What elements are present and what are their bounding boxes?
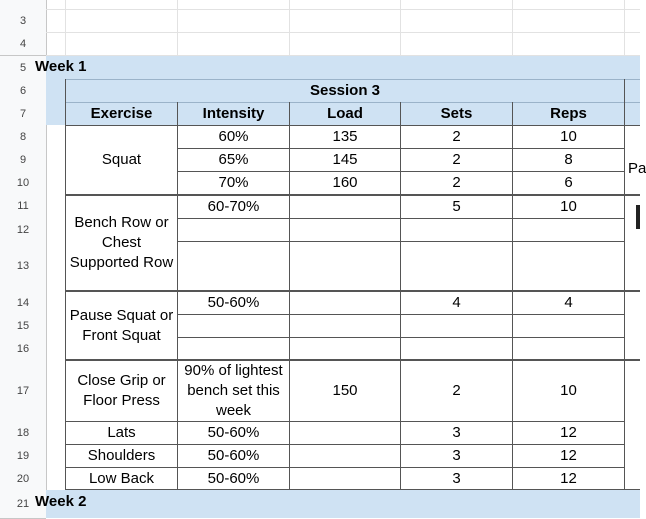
cell-sets[interactable]: 2 (452, 382, 461, 399)
row-number[interactable]: 7 (0, 102, 46, 126)
cell-sets[interactable]: 2 (452, 127, 461, 145)
exercise-shoulders[interactable]: Shoulders (87, 446, 156, 464)
grid-row-line (46, 32, 640, 33)
cell-reps[interactable]: 10 (560, 382, 577, 399)
exercise-squat[interactable]: Squat (101, 150, 142, 168)
cell-intensity[interactable]: 60% (218, 127, 249, 145)
cell-intensity[interactable]: 90% of lightest bench set this week (184, 362, 283, 419)
cell-sets[interactable]: 5 (452, 198, 461, 215)
row-number[interactable]: 10 (0, 171, 46, 195)
col-header-load[interactable]: Load (327, 104, 363, 122)
row-number[interactable]: 20 (0, 467, 46, 491)
cell-sets[interactable]: 3 (452, 446, 461, 464)
col-header-exercise[interactable]: Exercise (90, 104, 153, 122)
row-number[interactable]: 4 (0, 32, 46, 56)
cell-load[interactable]: 145 (332, 150, 358, 168)
week2-clip (35, 490, 246, 518)
cutoff-clip (625, 150, 646, 190)
exercise-close-grip[interactable]: Close Grip or Floor Press (77, 372, 166, 409)
cell-intensity[interactable]: 70% (218, 173, 249, 191)
col-header-intensity[interactable]: Intensity (202, 104, 265, 122)
cell-sets[interactable]: 4 (452, 294, 461, 311)
cutoff-mark (636, 205, 640, 229)
cell-reps[interactable]: 12 (560, 423, 577, 441)
cell-intensity[interactable]: 65% (218, 150, 249, 168)
exercise-lats[interactable]: Lats (107, 423, 136, 441)
cell-load[interactable] (290, 196, 400, 218)
cell-sets[interactable]: 3 (452, 469, 461, 487)
cell-sets[interactable]: 2 (452, 173, 461, 191)
cutoff-text[interactable]: Pa (628, 160, 646, 177)
table-border (624, 79, 625, 490)
row-number[interactable]: 13 (0, 241, 46, 292)
cell-load[interactable] (290, 444, 400, 467)
row-number[interactable]: 18 (0, 421, 46, 445)
col-header-reps[interactable]: Reps (550, 104, 587, 122)
cell-reps[interactable]: 10 (560, 127, 577, 145)
row-number[interactable]: 19 (0, 444, 46, 468)
week1-clip (35, 56, 246, 79)
cell-intensity[interactable]: 50-60% (207, 446, 260, 464)
row-number[interactable]: 6 (0, 79, 46, 103)
cell-load[interactable] (290, 292, 400, 314)
row-number[interactable]: 9 (0, 148, 46, 172)
row-number[interactable]: 21 (0, 490, 46, 519)
cell-reps[interactable]: 8 (564, 150, 573, 168)
cell-load[interactable]: 150 (332, 382, 358, 399)
row-number[interactable]: 15 (0, 314, 46, 338)
row-number[interactable]: 16 (0, 337, 46, 361)
cell-reps[interactable]: 4 (564, 294, 573, 311)
col-header-sets[interactable]: Sets (440, 104, 473, 122)
row-number[interactable]: 11 (0, 194, 46, 219)
cell-sets[interactable]: 3 (452, 423, 461, 441)
cell-intensity[interactable]: 50-60% (207, 469, 260, 487)
cell-reps[interactable]: 6 (564, 173, 573, 191)
cell-load[interactable] (290, 467, 400, 490)
week2-label[interactable]: Week 2 (35, 493, 87, 510)
cell-reps[interactable]: 10 (560, 198, 577, 215)
cell-load[interactable]: 160 (332, 173, 358, 191)
row-number[interactable]: 5 (0, 56, 46, 80)
exercise-low-back[interactable]: Low Back (88, 469, 155, 487)
cell-reps[interactable]: 12 (560, 446, 577, 464)
row-number[interactable]: 12 (0, 218, 46, 242)
cell-intensity[interactable]: 50-60% (207, 294, 260, 311)
cell-intensity[interactable]: 50-60% (207, 423, 260, 441)
cell-intensity[interactable]: 60-70% (207, 198, 260, 215)
row-number[interactable]: 8 (0, 125, 46, 149)
cell-reps[interactable]: 12 (560, 469, 577, 487)
exercise-bench-row[interactable]: Bench Row or Chest Supported Row (69, 214, 174, 271)
row-number[interactable]: 14 (0, 291, 46, 315)
cell-load[interactable] (290, 421, 400, 444)
row-number[interactable]: 17 (0, 360, 46, 422)
grid-row-line (46, 9, 640, 10)
week1-label[interactable]: Week 1 (35, 58, 87, 75)
cell-sets[interactable]: 2 (452, 150, 461, 168)
row-number[interactable]: 3 (0, 9, 46, 33)
session-header[interactable]: Session 3 (309, 81, 381, 99)
exercise-pause-squat[interactable]: Pause Squat or Front Squat (69, 306, 174, 344)
cell-load[interactable]: 135 (332, 127, 358, 145)
